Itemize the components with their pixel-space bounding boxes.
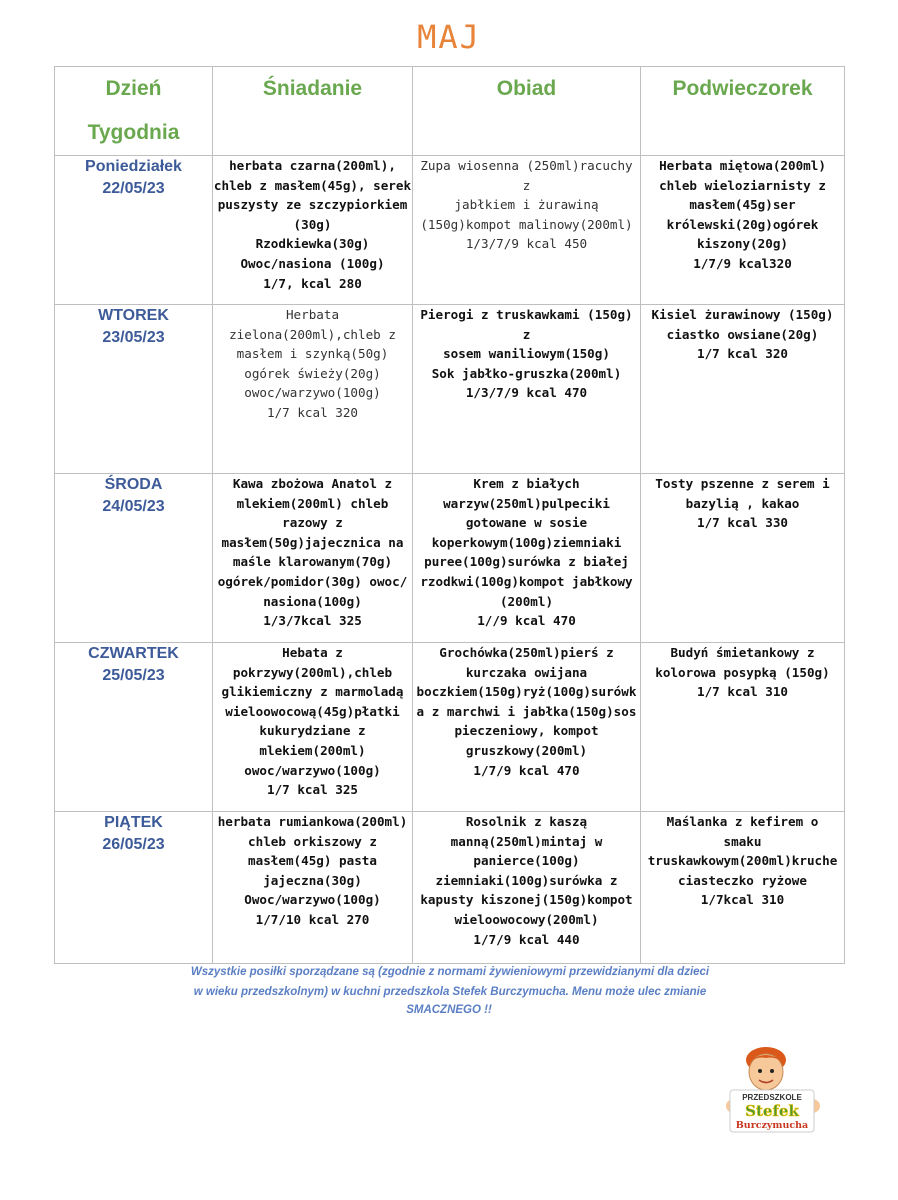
day-cell bbox=[55, 156, 213, 305]
page-title: MAJ bbox=[417, 18, 481, 56]
logo-name: Stefek bbox=[745, 1102, 799, 1120]
day-date: 26/05/23 bbox=[102, 836, 165, 853]
snack-cell: Maślanka z kefirem o smaku truskawkowym(200ml)kruche ciasteczko ryżowe 1/7kcal 310 bbox=[641, 812, 845, 964]
table-row bbox=[55, 474, 845, 643]
header-breakfast: Śniadanie bbox=[213, 67, 413, 156]
day-date: 25/05/23 bbox=[102, 667, 165, 684]
snack-cell: Herbata miętowa(200ml) chleb wieloziarnisty z masłem(45g)ser królewski(20g)ogórek kiszony(20g) 1/7/9 kcal320 bbox=[641, 156, 845, 305]
menu-table bbox=[54, 66, 845, 964]
footnote: Wszystkie posiłki sporządzane są (zgodnie z normami żywieniowymi przewidzianymi dla dzieci w wieku przedszkolnym) w kuchni przedszkola Stefek Burczymucha. Menu może ulec zmianie bbox=[190, 966, 710, 998]
table-row bbox=[55, 156, 845, 305]
breakfast-cell: herbata czarna(200ml), chleb z masłem(45g), serek puszysty ze szczypiorkiem (30g) Rzodkiewka(30g) Owoc/nasiona (100g) 1/7, kcal 280 bbox=[213, 156, 413, 305]
logo-surname: Burczymucha bbox=[735, 1120, 809, 1131]
breakfast-cell: Herbata zielona(200ml),chleb z masłem i szynką(50g) ogórek świeży(20g) owoc/warzywo(100g) 1/7 kcal 320 bbox=[213, 305, 413, 474]
day-name: WTOREK bbox=[98, 307, 169, 324]
header-snack: Podwieczorek bbox=[641, 67, 845, 156]
lunch-cell: Zupa wiosenna (250ml)racuchy z jabłkiem i żurawiną (150g)kompot malinowy(200ml) 1/3/7/9 kcal 450 bbox=[413, 156, 641, 305]
day-cell bbox=[55, 474, 213, 643]
day-name: Poniedziałek bbox=[85, 158, 182, 175]
lunch-cell: Grochówka(250ml)pierś z kurczaka owijana boczkiem(150g)ryż(100g)surówk a z marchwi i jabłka(150g)sos pieczeniowy, kompot gruszkowy(200ml) 1/7/9 kcal 470 bbox=[413, 643, 641, 812]
header-day bbox=[55, 67, 213, 156]
logo-face bbox=[749, 1054, 783, 1090]
snack-cell: Kisiel żurawinowy (150g) ciastko owsiane(20g) 1/7 kcal 320 bbox=[641, 305, 845, 474]
day-date: 24/05/23 bbox=[102, 498, 165, 515]
closing-text: SMACZNEGO !! bbox=[406, 1004, 492, 1016]
header-lunch: Obiad bbox=[413, 67, 641, 156]
table-row bbox=[55, 812, 845, 964]
day-name: CZWARTEK bbox=[88, 645, 179, 662]
day-cell bbox=[55, 305, 213, 474]
logo-eye-left bbox=[758, 1069, 762, 1073]
table-row bbox=[55, 643, 845, 812]
breakfast-cell: herbata rumiankowa(200ml) chleb orkiszowy z masłem(45g) pasta jajeczna(30g) Owoc/warzywo(100g) 1/7/10 kcal 270 bbox=[213, 812, 413, 964]
day-date: 22/05/23 bbox=[102, 180, 165, 197]
lunch-cell: Rosolnik z kaszą manną(250ml)mintaj w panierce(100g) ziemniaki(100g)surówka z kapusty kiszonej(150g)kompot wieloowocowy(200ml) 1/7/9 kcal 440 bbox=[413, 812, 641, 964]
day-name: PIĄTEK bbox=[104, 814, 163, 831]
lunch-cell: Krem z białych warzyw(250ml)pulpeciki gotowane w sosie koperkowym(100g)ziemniaki puree(100g)surówka z białej rzodkwi(100g)kompot jabłkowy (200ml) 1//9 kcal 470 bbox=[413, 474, 641, 643]
breakfast-cell: Kawa zbożowa Anatol z mlekiem(200ml) chleb razowy z masłem(50g)jajecznica na maśle klarowanym(70g) ogórek/pomidor(30g) owoc/ nasiona(100g) 1/3/7kcal 325 bbox=[213, 474, 413, 643]
day-name: ŚRODA bbox=[104, 476, 163, 493]
header-row bbox=[55, 67, 845, 156]
logo-eye-right bbox=[770, 1069, 774, 1073]
breakfast-cell: Hebata z pokrzywy(200ml),chleb glikiemiczny z marmoladą wieloowocową(45g)płatki kukurydziane z mlekiem(200ml) owoc/warzywo(100g) 1/7 kcal 325 bbox=[213, 643, 413, 812]
day-date: 23/05/23 bbox=[102, 329, 165, 346]
day-cell bbox=[55, 812, 213, 964]
day-cell bbox=[55, 643, 213, 812]
school-logo bbox=[722, 1044, 822, 1136]
lunch-cell: Pierogi z truskawkami (150g) z sosem waniliowym(150g) Sok jabłko-gruszka(200ml) 1/3/7/9 kcal 470 bbox=[413, 305, 641, 474]
snack-cell: Budyń śmietankowy z kolorowa posypką (150g) 1/7 kcal 310 bbox=[641, 643, 845, 812]
header-day-label: Dzień Tygodnia bbox=[87, 77, 180, 144]
snack-cell: Tosty pszenne z serem i bazylią , kakao 1/7 kcal 330 bbox=[641, 474, 845, 643]
logo-top-text: PRZEDSZKOLE bbox=[742, 1093, 802, 1102]
table-row bbox=[55, 305, 845, 474]
